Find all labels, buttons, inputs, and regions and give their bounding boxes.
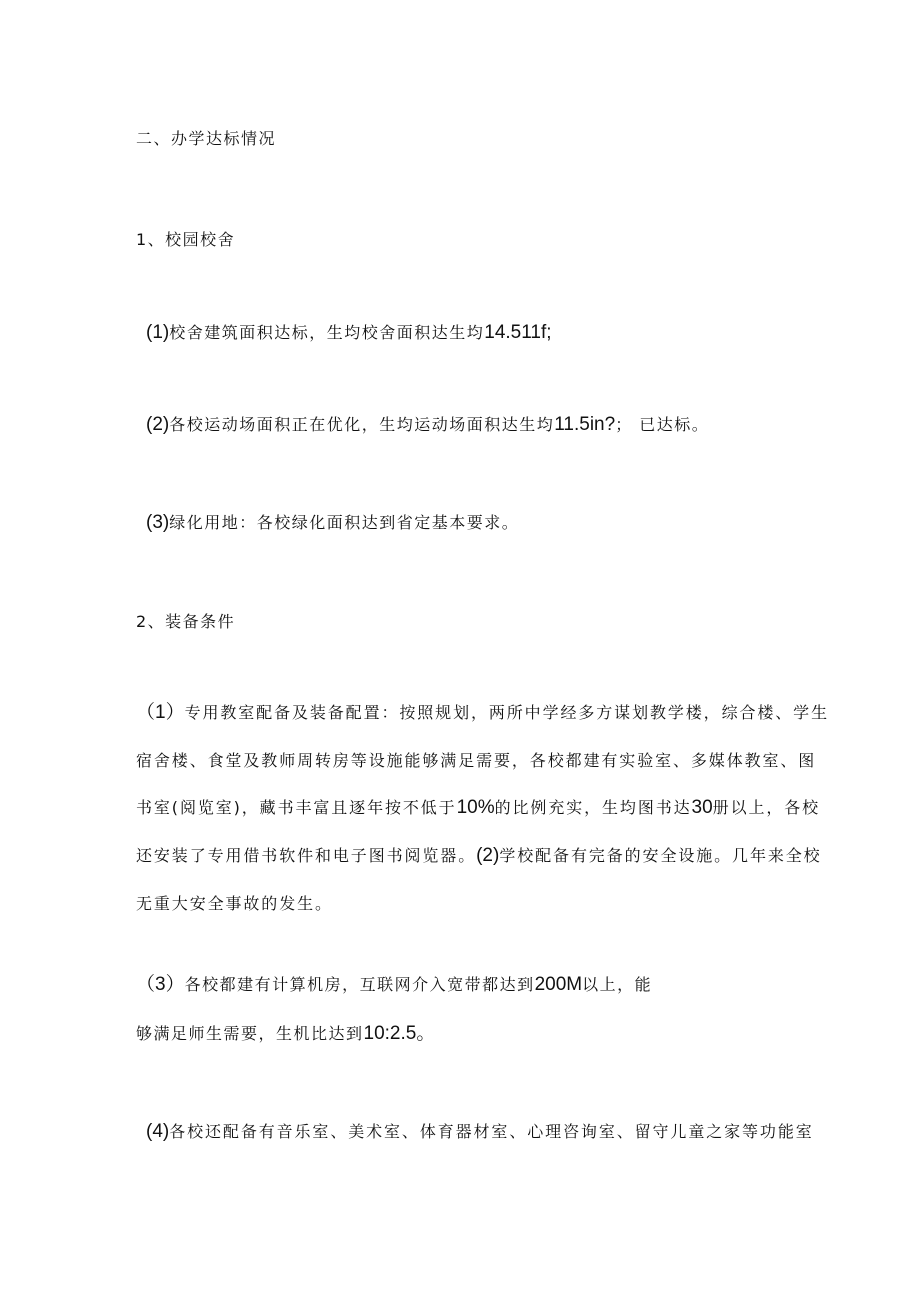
paragraph-line-5: [136, 894, 333, 914]
subsection-title-equipment: [136, 612, 235, 632]
line-text: 够满足师生需要，生机比达到: [136, 1024, 364, 1043]
equipment-paragraph-3-line-2: [136, 1024, 435, 1044]
line-text: 。: [416, 1023, 436, 1044]
item-value: 11.5in?: [554, 414, 616, 435]
campus-item-1: [146, 323, 552, 343]
line-text: 册以上，各校: [712, 798, 821, 817]
item-value: 14.511f;: [484, 322, 552, 343]
subsection-title-text: 1、校园校舍: [136, 230, 236, 249]
campus-item-3: [146, 513, 519, 533]
item-text: 绿化用地：各校绿化面积达到省定基本要求。: [169, 513, 520, 532]
line-text: 书室(阅览室)，藏书丰富且逐年按不低于: [136, 798, 457, 817]
item-suffix: ； 已达标。: [615, 415, 710, 434]
campus-item-2: [146, 415, 709, 435]
section-heading-text: 二、办学达标情况: [136, 129, 277, 148]
line-text: 还安装了专用借书软件和电子图书阅览器。: [136, 846, 477, 865]
item-number: （3）: [136, 974, 185, 995]
paragraph-line-2: [136, 751, 816, 771]
line-number: 10:2.5: [363, 1023, 417, 1044]
item-number: (4): [146, 1121, 170, 1142]
line-number: 10%: [456, 797, 495, 818]
line-number: 30: [691, 797, 713, 818]
line-text: 各校都建有计算机房，互联网介入宽带都达到: [184, 975, 535, 994]
paragraph-line-3: [136, 798, 820, 818]
equipment-paragraph-4: [146, 1122, 814, 1142]
line-text: 各校还配备有音乐室、美术室、体育器材室、心理咨询室、留守儿童之家等功能室: [169, 1122, 814, 1141]
equipment-paragraph-3-line-1: [136, 975, 652, 995]
line-text: 的比例充实，生均图书达: [494, 798, 692, 817]
line-text: 专用教室配备及装备配置：按照规划，两所中学经多方谋划教学楼，综合楼、学生: [184, 703, 829, 722]
line-number: 200M: [534, 974, 583, 995]
item-number: （1）: [136, 702, 185, 723]
line-text: 无重大安全事故的发生。: [136, 894, 333, 913]
item-number: (1): [146, 322, 170, 343]
paragraph-line-4: [136, 846, 822, 866]
item-number: (2): [146, 414, 170, 435]
subsection-title-campus: [136, 230, 235, 250]
subsection-title-text: 2、装备条件: [136, 612, 236, 631]
item-number: (2): [476, 845, 500, 866]
line-text: 宿舍楼、食堂及教师周转房等设施能够满足需要，各校都建有实验室、多媒体教室、图: [136, 751, 817, 770]
item-number: (3): [146, 512, 170, 533]
paragraph-line-1: [136, 703, 829, 723]
section-heading: [136, 129, 276, 149]
line-text: 以上，能: [582, 975, 653, 994]
line-text: 学校配备有完备的安全设施。几年来全校: [499, 846, 822, 865]
item-text: 校舍建筑面积达标，生均校舍面积达生均: [169, 323, 485, 342]
item-text: 各校运动场面积正在优化，生均运动场面积达生均: [169, 415, 555, 434]
